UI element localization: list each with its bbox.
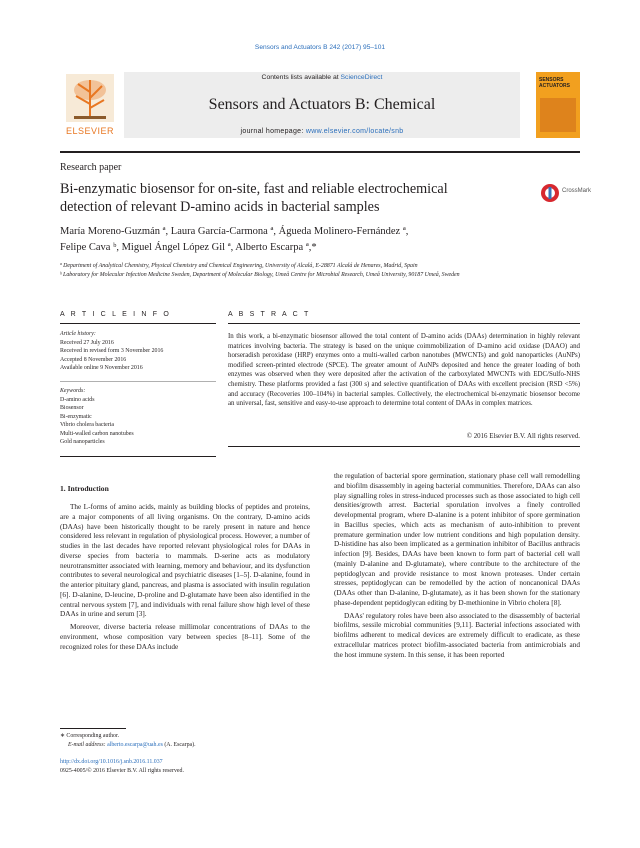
section-heading-introduction: 1. Introduction bbox=[60, 484, 109, 493]
authors-line-1[interactable]: María Moreno-Guzmán ª, Laura García-Carmona ª, Águeda Molinero-Fernández ª, bbox=[60, 226, 409, 237]
history-received: Received 27 July 2016 bbox=[60, 339, 114, 346]
contents-prefix: Contents lists available at bbox=[261, 74, 341, 81]
homepage-prefix: journal homepage: bbox=[240, 128, 306, 135]
paragraph: The L-forms of amino acids, mainly as building blocks of peptides and proteins, are a major components of all living organisms. On the contrary, D-amino acids (DAAs) have been historically thought to be rarely present in nature and hence considered less relevant in regulation of physiological process. However, a number of studies in the last decades have reported relevant physiological roles for DAAs in diverse species from bacteria to mammals. D-serine acts as modulatory neurotransmitter associated with learning, memory and behaviour, and its dysfunction contributes to several neurological and psychiatric diseases [1–5]. D-alanine, found in the anterior pituitary gland, pancreas, and plasma is associated with insulin regulation [6]. D-alanine, D-leucine, D-proline and D-glutamate have been also identified in the central nervous system [7], and individuals with renal failure show high level of these DAAs in urine and serum [3]. bbox=[60, 503, 310, 619]
footnote-rule bbox=[60, 728, 126, 729]
abstract-text: In this work, a bi-enzymatic biosensor allowed the total content of D-amino acids (DAAs) determination in highly relevant matrices involving bacteria. The strategy is based on the unique coimmobilization of D-amino acid oxidase (DAAO) and horseradish peroxidase (HRP) enzymes onto a multi-walled carbon nanotubes (MWCNTs) and gold nanoparticles (AuNPs) modified screen-printed electrode (SPCE). The greater amount of AuNPs deposited and hence the greater loading of both enzymes was observed when they were deposited after the activation of the carboxylated MWCNTs with EDC/Sulfo-NHS chemistry. These platforms provided a fast (300 s) and selective quantification of DAAs with excellent precision (RSD <5%) and accuracy (Recoveries 100–104%) in bacterial samples. Collectively, the electrochemical bi-enzymatic biosensor become an universal, fast, sensitive and easy-to-use approach to determine total content of DAAs in complex matrices. bbox=[228, 333, 580, 408]
abstract-rule bbox=[228, 323, 580, 324]
issn-line: 0925-4005/© 2016 Elsevier B.V. All rights reserved. bbox=[60, 767, 184, 774]
history-accepted: Accepted 8 November 2016 bbox=[60, 356, 127, 363]
corresponding-author-note: ∗ Corresponding author. bbox=[60, 733, 120, 739]
keyword: D-amino acids bbox=[60, 396, 95, 403]
email-line bbox=[60, 741, 310, 750]
keyword: Biosensor bbox=[60, 405, 84, 411]
paragraph: the regulation of bacterial spore germination, stationary phase cell wall remodelling and biofilm disassembly in ageing bacterial communities. Therefore, DAAs can also play signalling roles in stress-induced processes such as those associated to high cell densities/growth arrest. Bacterial sporulation involves a finely controlled developmental program, where D-alanine is a potent inhibitor of spore germination in Bacillus species, which acts as mechanism of auto-inhibition to prevent premature germination under low nutrient conditions and high population density. D-histidine has also been implicated as a germination inhibitor of Bacillus anthracis infection [9]. Besides, DAAs have been known to form part of bacterial cell wall (mainly D-alanine and D-glutamate), where contribute to the architecture of the peptidoglycan and provide resistance to most known proteases. Under certain stresses, peptidoglycan can be remodelled by the action of noncanonical DAAs (DAAs other than D-alanine, D-glutamate), as it has been shown for the stationary phase-dependent peptidoglycan editing by D-methionine in Vibrio cholera [8]. bbox=[334, 472, 580, 607]
doi-block bbox=[60, 758, 310, 775]
journal-title: Sensors and Actuators B: Chemical bbox=[208, 96, 436, 113]
contents-line bbox=[124, 74, 520, 81]
article-info-bottom-rule bbox=[60, 456, 216, 457]
affiliation-b: ᵇ Laboratory for Molecular Infection Medicine Sweden, Department of Molecular Biology, Umeå Centre for Microbial Research, Umeå University, 90187 Umeå, Sweden bbox=[60, 272, 460, 278]
elsevier-logo bbox=[60, 72, 120, 138]
abstract-heading: A B S T R A C T bbox=[228, 311, 311, 318]
keyword: Gold nanoparticles bbox=[60, 439, 105, 445]
body-column-left bbox=[60, 503, 310, 652]
cover-graphic bbox=[540, 98, 576, 132]
abstract-copyright: © 2016 Elsevier B.V. All rights reserved. bbox=[466, 433, 580, 440]
header-rule bbox=[60, 151, 580, 153]
keywords-label: Keywords: bbox=[60, 388, 86, 394]
history-online: Available online 9 November 2016 bbox=[60, 365, 143, 371]
homepage-line bbox=[124, 128, 520, 135]
doi-link[interactable]: http://dx.doi.org/10.1016/j.snb.2016.11.037 bbox=[60, 759, 163, 765]
article-title: Bi-enzymatic biosensor for on-site, fast and reliable electrochemical detection of relevant D-amino acids in bacterial samples bbox=[60, 181, 448, 215]
email-link[interactable]: alberto.escarpa@uah.es bbox=[107, 741, 163, 748]
keywords bbox=[60, 387, 216, 447]
body-column-right bbox=[334, 472, 580, 660]
homepage-link[interactable]: www.elsevier.com/locate/snb bbox=[305, 128, 404, 135]
paragraph: DAAs' regulatory roles have been also associated to the disassembly of bacterial biofilms, sessile microbial communities [9,11]. Bacterial infections associated with biofilms adherent to medical devices are extremely difficult to eradicate, as these extracellular matrices protect biofilm-associated bacteria from antimicrobials and the host immune system. In this sense, it has been reported bbox=[334, 611, 580, 659]
paragraph: Moreover, diverse bacteria release millimolar concentrations of DAAs to the environment, whose composition vary between species [8–11]. Some of the recognized roles for these DAAs include bbox=[60, 623, 310, 651]
authors-line-2[interactable]: Felipe Cava ᵇ, Miguel Ángel López Gil ª, Alberto Escarpa ª,* bbox=[60, 242, 317, 253]
journal-cover-thumbnail bbox=[536, 72, 580, 138]
journal-header bbox=[60, 72, 580, 150]
article-info-divider bbox=[60, 381, 216, 382]
article-info-heading: A R T I C L E I N F O bbox=[60, 311, 172, 318]
author-list bbox=[60, 224, 500, 256]
article-history bbox=[60, 330, 216, 373]
email-suffix: (A. Escarpa). bbox=[162, 741, 196, 748]
history-revised: Received in revised form 3 November 2016 bbox=[60, 348, 164, 354]
affiliation-a: ª Department of Analytical Chemistry, Physical Chemistry and Chemical Engineering, University of Alcalá, E-28871 Alcalá de Henares, Madrid, Spain bbox=[60, 263, 418, 269]
crossmark-label: CrossMark bbox=[562, 188, 592, 194]
article-type: Research paper bbox=[60, 162, 122, 173]
elsevier-wordmark: ELSEVIER bbox=[65, 126, 115, 136]
email-label: E-mail address: bbox=[68, 741, 108, 748]
crossmark-badge[interactable] bbox=[540, 183, 592, 203]
keyword: Vibrio cholera bacteria bbox=[60, 422, 114, 428]
crossmark-icon bbox=[540, 183, 560, 203]
running-head[interactable]: Sensors and Actuators B 242 (2017) 95–101 bbox=[254, 44, 386, 51]
history-label: Article history: bbox=[60, 331, 96, 337]
affiliations bbox=[60, 262, 510, 280]
journal-banner bbox=[124, 72, 520, 138]
keyword: Bi-enzymatic bbox=[60, 413, 92, 420]
sciencedirect-link[interactable]: ScienceDirect bbox=[340, 74, 383, 81]
article-info-rule bbox=[60, 323, 216, 324]
abstract-bottom-rule bbox=[228, 446, 580, 447]
footnote bbox=[60, 732, 310, 749]
keyword: Multi-walled carbon nanotubes bbox=[60, 430, 134, 437]
cover-title: SENSORS ACTUATORS bbox=[539, 77, 570, 89]
